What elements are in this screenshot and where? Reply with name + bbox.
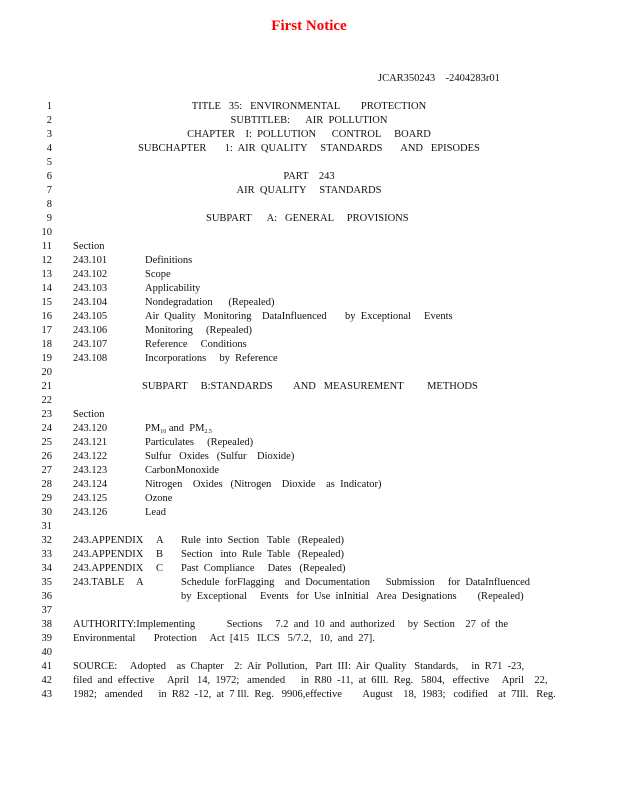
section-title: Nondegradation (Repealed) bbox=[145, 297, 275, 308]
section-number: 243.106 bbox=[73, 325, 108, 336]
appendix-letter: C bbox=[156, 563, 164, 574]
section-title: Scope bbox=[145, 269, 171, 280]
line-number: 1 bbox=[46, 101, 52, 112]
section-title: Particulates (Repealed) bbox=[145, 437, 254, 448]
section-number: 243.107 bbox=[73, 339, 108, 350]
section-title: Lead bbox=[145, 507, 166, 518]
line-number: 13 bbox=[41, 269, 52, 280]
line-number: 40 bbox=[41, 647, 52, 658]
section-label: Section bbox=[73, 409, 105, 420]
line-number: 12 bbox=[41, 255, 52, 266]
line-number: 20 bbox=[41, 367, 52, 378]
line-number: 3 bbox=[46, 129, 52, 140]
section-number: 243.102 bbox=[73, 269, 108, 280]
appendix-number: 243.APPENDIX bbox=[73, 535, 144, 546]
line-number: 30 bbox=[41, 507, 52, 518]
appendix-title: Section into Rule Table (Repealed) bbox=[181, 549, 344, 560]
subtitle-line: SUBTITLEB: AIR POLLUTION bbox=[230, 115, 388, 126]
line-number: 29 bbox=[41, 493, 52, 504]
part-title-line: AIR QUALITY STANDARDS bbox=[236, 185, 382, 196]
line-number: 32 bbox=[41, 535, 52, 546]
appendix-title: Past Compliance Dates (Repealed) bbox=[181, 563, 346, 574]
line-number: 33 bbox=[41, 549, 52, 560]
line-number: 8 bbox=[46, 199, 52, 210]
pm-and-text: and PM bbox=[166, 423, 205, 434]
source-line3: 1982; amended in R82 -12, at 7 Ill. Reg. 9906,effective August 18, 1983; codified at 7Ill. Reg. bbox=[73, 689, 556, 700]
appendix-title: Rule into Section Table (Repealed) bbox=[181, 535, 344, 546]
authority-line1: AUTHORITY:Implementing Sections 7.2 and 10 and authorized by Section 27 of the bbox=[73, 619, 509, 630]
appendix-letter: B bbox=[156, 549, 164, 560]
line-number: 31 bbox=[41, 521, 52, 532]
line-number: 41 bbox=[41, 661, 52, 672]
line-number: 28 bbox=[41, 479, 52, 490]
document-id: JCAR350243 -2404283r01 bbox=[378, 73, 500, 84]
section-title: Sulfur Oxides (Sulfur Dioxide) bbox=[145, 451, 295, 462]
line-number: 42 bbox=[41, 675, 52, 686]
line-number: 4 bbox=[46, 143, 52, 154]
line-number: 22 bbox=[41, 395, 52, 406]
section-number: 243.103 bbox=[73, 283, 108, 294]
line-number: 43 bbox=[41, 689, 52, 700]
line-number: 16 bbox=[41, 311, 52, 322]
line-number: 18 bbox=[41, 339, 52, 350]
table-number: 243.TABLE bbox=[73, 577, 125, 588]
subpart-b-heading: SUBPART B:STANDARDS AND MEASUREMENT METHODS bbox=[142, 381, 478, 392]
section-title: Reference Conditions bbox=[145, 339, 247, 350]
section-number: 243.124 bbox=[73, 479, 108, 490]
authority-line2: Environmental Protection Act [415 ILCS 5/7.2, 10, and 27]. bbox=[73, 633, 375, 644]
appendix-number: 243.APPENDIX bbox=[73, 549, 144, 560]
section-number: 243.125 bbox=[73, 493, 108, 504]
section-title: Definitions bbox=[145, 255, 193, 266]
source-line2: filed and effective April 14, 1972; amended in R80 -11, at 6Ill. Reg. 5804, effective April 22, bbox=[73, 675, 548, 686]
line-number: 17 bbox=[41, 325, 52, 336]
line-number: 9 bbox=[46, 213, 52, 224]
line-number: 5 bbox=[46, 157, 52, 168]
section-label: Section bbox=[73, 241, 105, 252]
title-line: TITLE 35: ENVIRONMENTAL PROTECTION bbox=[191, 101, 427, 112]
section-title: Nitrogen Oxides (Nitrogen Dioxide as Indicator) bbox=[145, 479, 382, 490]
line-number: 14 bbox=[41, 283, 52, 294]
section-title: CarbonMonoxide bbox=[145, 465, 220, 476]
line-number: 37 bbox=[41, 605, 52, 616]
section-title: Ozone bbox=[145, 493, 173, 504]
line-number: 35 bbox=[41, 577, 52, 588]
section-number: 243.105 bbox=[73, 311, 108, 322]
line-number: 11 bbox=[41, 241, 52, 252]
section-number: 243.122 bbox=[73, 451, 108, 462]
line-number: 23 bbox=[41, 409, 52, 420]
section-title: Monitoring (Repealed) bbox=[145, 325, 253, 336]
part-line: PART 243 bbox=[283, 171, 335, 182]
section-title: Incorporations by Reference bbox=[145, 353, 278, 364]
section-number: 243.126 bbox=[73, 507, 108, 518]
line-number: 21 bbox=[41, 381, 52, 392]
line-number: 7 bbox=[46, 185, 52, 196]
line-number: 39 bbox=[41, 633, 52, 644]
section-number: 243.108 bbox=[73, 353, 108, 364]
section-number: 243.101 bbox=[73, 255, 108, 266]
section-number: 243.120 bbox=[73, 423, 108, 434]
subchapter-line: SUBCHAPTER 1: AIR QUALITY STANDARDS AND EPISODES bbox=[138, 143, 480, 154]
line-number: 34 bbox=[41, 563, 52, 574]
section-number: 243.123 bbox=[73, 465, 108, 476]
line-number: 26 bbox=[41, 451, 52, 462]
line-number: 36 bbox=[41, 591, 52, 602]
section-number: 243.104 bbox=[73, 297, 108, 308]
source-line1: SOURCE: Adopted as Chapter 2: Air Pollution, Part III: Air Quality Standards, in R71 -23, bbox=[73, 661, 525, 672]
line-number: 2 bbox=[46, 115, 52, 126]
pm25-subscript: 2.5 bbox=[204, 429, 212, 435]
table-title-line1: Schedule forFlagging and Documentation Submission for DataInfluenced bbox=[181, 577, 531, 588]
subpart-a-heading: SUBPART A: GENERAL PROVISIONS bbox=[206, 213, 409, 224]
section-title: Applicability bbox=[145, 283, 201, 294]
appendix-letter: A bbox=[156, 535, 164, 546]
line-number: 15 bbox=[41, 297, 52, 308]
chapter-line: CHAPTER I: POLLUTION CONTROL BOARD bbox=[187, 129, 431, 140]
line-number: 10 bbox=[41, 227, 52, 238]
line-number: 6 bbox=[46, 171, 52, 182]
pm-text: PM bbox=[145, 423, 161, 434]
line-number: 27 bbox=[41, 465, 52, 476]
line-number: 25 bbox=[41, 437, 52, 448]
line-number: 24 bbox=[41, 423, 52, 434]
table-letter: A bbox=[136, 577, 144, 588]
first-notice-heading: First Notice bbox=[271, 18, 347, 34]
appendix-number: 243.APPENDIX bbox=[73, 563, 144, 574]
line-number: 38 bbox=[41, 619, 52, 630]
section-number: 243.121 bbox=[73, 437, 108, 448]
table-title-line2: by Exceptional Events for Use inInitial Area Designations (Repealed) bbox=[181, 591, 524, 602]
pm10-subscript: 10 bbox=[160, 429, 167, 435]
line-number: 19 bbox=[41, 353, 52, 364]
section-title: Air Quality Monitoring DataInfluenced by Exceptional Events bbox=[145, 311, 453, 322]
